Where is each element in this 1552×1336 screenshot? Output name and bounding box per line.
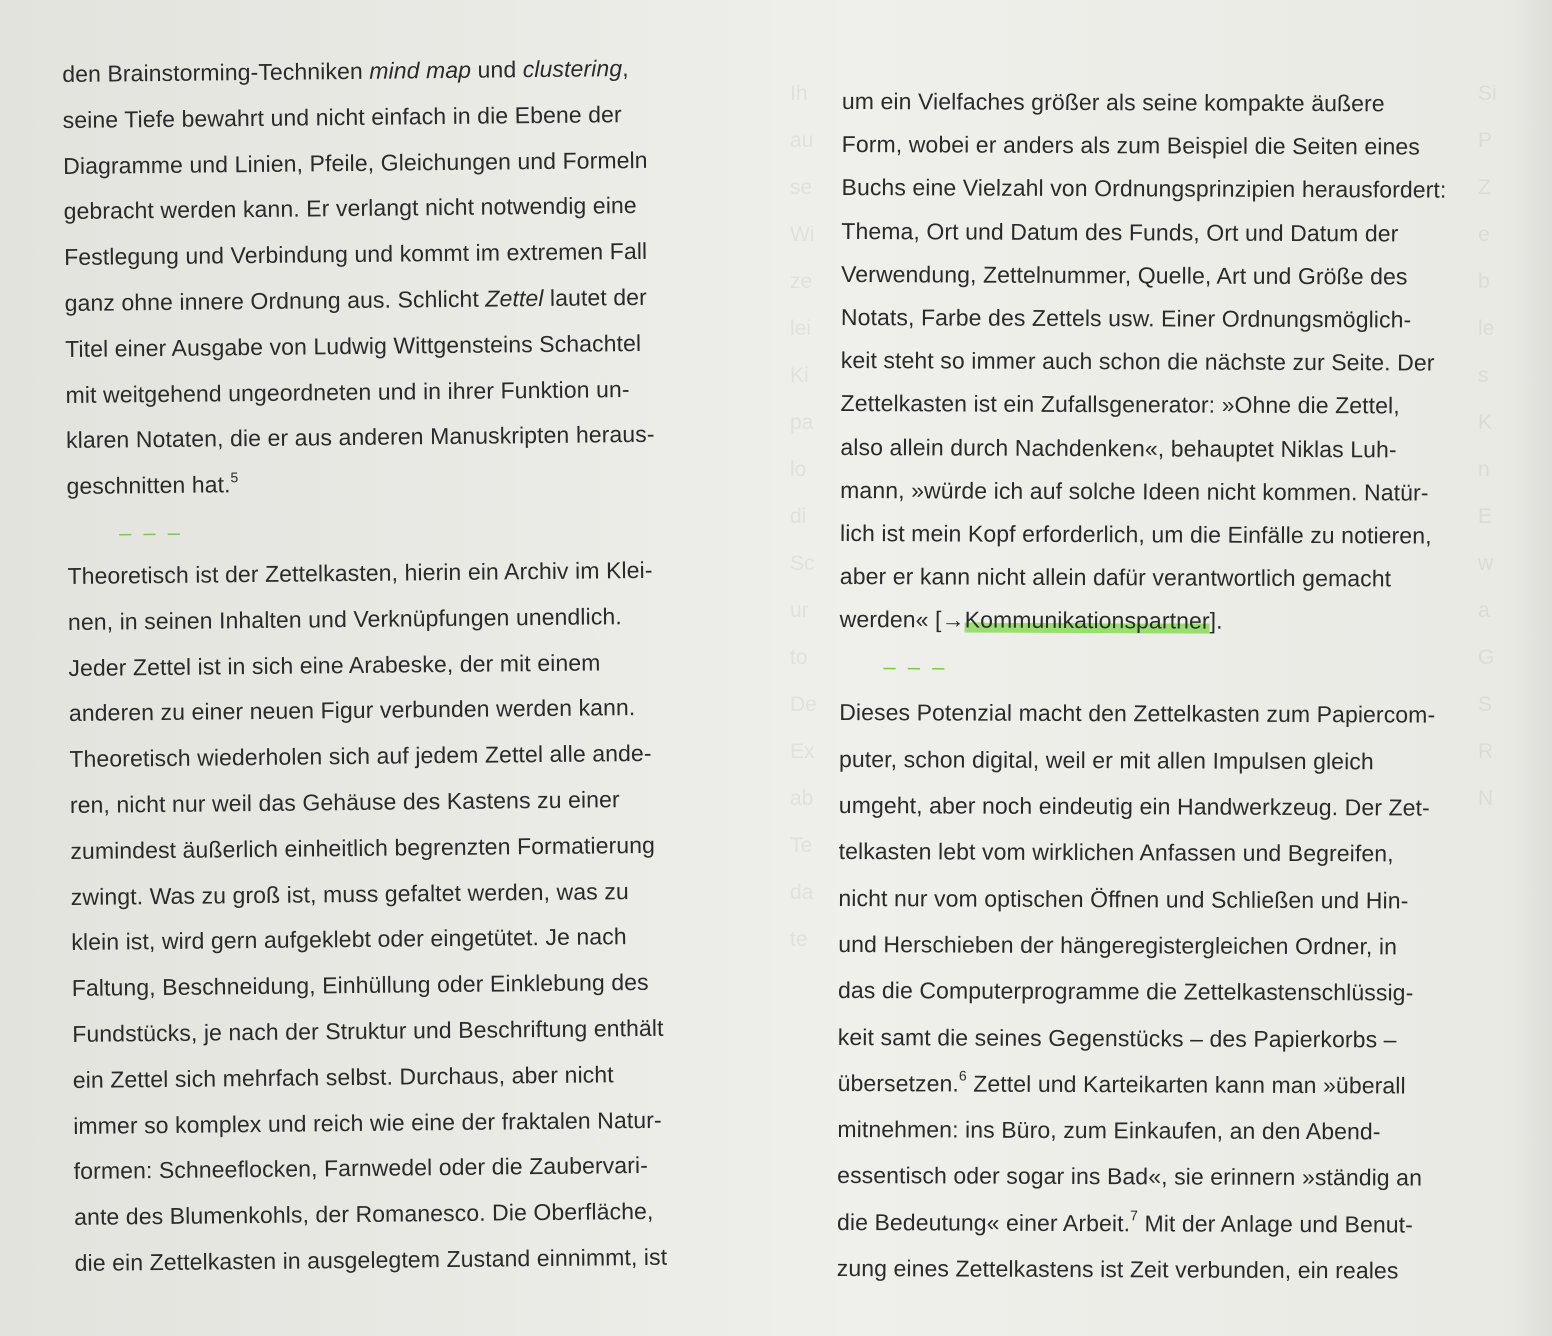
right-text-column	[837, 80, 1532, 1294]
text-run: um ein Vielfaches größer als seine kompakte äußere	[841, 87, 1385, 117]
text-run: klaren Notaten, die er aus anderen Manuskripten heraus-	[65, 421, 655, 454]
text-line	[62, 44, 782, 97]
text-line	[64, 228, 784, 281]
text-run: keit steht so immer auch schon die nächste zur Seite. Der	[840, 347, 1435, 376]
text-line	[64, 273, 784, 326]
text-line	[62, 90, 782, 143]
text-line	[839, 736, 1529, 785]
text-line	[73, 1142, 793, 1195]
text-line	[841, 166, 1531, 212]
text-run: Verwendung, Zettelnummer, Quelle, Art und Größe des	[841, 260, 1408, 290]
text-run: zumindest äußerlich einheitlich begrenzten Formatierung	[70, 831, 656, 864]
italic-text: mind map	[369, 56, 472, 84]
footnote-marker: 5	[230, 468, 239, 485]
text-run: immer so komplex und reich wie eine der fraktalen Natur-	[73, 1106, 662, 1139]
text-line	[837, 1245, 1527, 1294]
left-paragraph-1	[62, 44, 787, 509]
text-run: Mit der Anlage und Benut-	[1137, 1210, 1413, 1238]
text-run: lautet der	[543, 283, 647, 311]
text-run: übersetzen.	[837, 1069, 959, 1097]
text-run: also allein durch Nachdenken«, behauptet Niklas Luh-	[840, 433, 1397, 462]
text-run: werden« [→	[839, 606, 965, 633]
text-run: anderen zu einer neuen Figur verbunden werden kann.	[68, 694, 636, 727]
text-run: Zettelkasten ist ein Zufallsgenerator: »Ohne die Zettel,	[840, 390, 1400, 419]
text-run: Titel einer Ausgabe von Ludwig Wittgensteins Schachtel	[64, 329, 642, 362]
text-run: gebracht werden kann. Er verlangt nicht notwendig eine	[63, 192, 637, 225]
text-line	[71, 913, 791, 966]
text-run: umgeht, aber noch eindeutig ein Handwerkzeug. Der Zet-	[838, 792, 1430, 821]
text-run: zung eines Zettelkastens ist Zeit verbunden, ein reales	[836, 1254, 1399, 1284]
text-run: mit weitgehend ungeordneten und in ihrer Funktion un-	[65, 375, 630, 408]
right-paragraph-2	[837, 689, 1530, 1294]
right-section-break	[839, 641, 1529, 692]
text-line	[66, 457, 786, 510]
text-line	[838, 921, 1528, 970]
section-divider-left: – – –	[118, 519, 184, 546]
text-run: Faltung, Beschneidung, Einhüllung oder Einklebung des	[71, 969, 649, 1002]
text-run: nen, in seinen Inhalten und Verknüpfungen unendlich.	[67, 602, 622, 635]
text-line	[837, 1152, 1527, 1201]
text-run: klein ist, wird gern aufgeklebt oder eingetütet. Je nach	[71, 923, 627, 956]
text-run: puter, schon digital, weil er mit allen Impulsen gleich	[838, 745, 1374, 775]
text-line	[839, 782, 1529, 831]
text-line	[839, 828, 1529, 877]
text-run: Dieses Potenzial macht den Zettelkasten zum Papiercom-	[839, 699, 1436, 729]
text-run: ante des Blumenkohls, der Romanesco. Die Oberfläche,	[74, 1197, 654, 1231]
text-run: den Brainstorming-Techniken	[62, 57, 370, 87]
text-line	[838, 1014, 1528, 1063]
footnote-marker: 7	[1130, 1207, 1139, 1224]
text-line	[837, 1199, 1527, 1248]
text-run: Theoretisch wiederholen sich auf jedem Zettel alle ande-	[69, 740, 652, 773]
text-run: formen: Schneeflocken, Farnwedel oder die Zaubervari-	[73, 1152, 649, 1185]
text-line	[841, 339, 1531, 385]
text-line	[842, 123, 1532, 169]
text-run: ,	[622, 55, 629, 82]
text-run: Thema, Ort und Datum des Funds, Ort und Datum der	[841, 217, 1399, 246]
text-run: geschnitten hat.	[66, 471, 231, 500]
text-line	[65, 365, 785, 418]
text-run: und	[470, 56, 523, 83]
text-run: Form, wobei er anders als zum Beispiel die Seiten eines	[841, 131, 1421, 160]
text-run: essentisch oder sogar ins Bad«, sie erinnern »ständig an	[837, 1162, 1423, 1191]
text-line	[73, 1096, 793, 1149]
text-line	[838, 1060, 1528, 1109]
text-run: Jeder Zettel ist in sich eine Arabeske, der mit einem	[68, 648, 601, 681]
text-run: zwingt. Was zu groß ist, muss gefaltet werden, was zu	[70, 877, 629, 910]
text-run: lich ist mein Kopf erforderlich, um die Einfälle zu notieren,	[839, 519, 1432, 549]
text-line	[842, 80, 1532, 126]
page-edge-shadow	[1512, 0, 1552, 1336]
text-line	[69, 684, 789, 737]
text-line	[74, 1233, 794, 1286]
text-line	[68, 638, 788, 691]
left-text-column	[62, 44, 795, 1286]
left-paragraph-2	[67, 546, 795, 1286]
text-line	[70, 821, 790, 874]
left-section-break	[67, 502, 787, 554]
text-run: Notats, Farbe des Zettels usw. Einer Ordnungsmöglich-	[840, 303, 1412, 333]
text-line	[841, 210, 1531, 256]
cross-reference-link[interactable]: Kommunikationspartner	[964, 606, 1210, 634]
text-line	[840, 555, 1530, 601]
text-run: Zettel und Karteikarten kann man »überall	[966, 1070, 1406, 1099]
text-run: die ein Zettelkasten in ausgelegtem Zustand einnimmt, ist	[74, 1243, 668, 1276]
text-run: die Bedeutung« einer Arbeit.	[836, 1208, 1131, 1236]
text-line	[838, 967, 1528, 1016]
text-run: seine Tiefe bewahrt und nicht einfach in die Ebene der	[62, 100, 622, 133]
text-line	[840, 598, 1530, 644]
text-line	[67, 546, 787, 599]
text-line	[74, 1188, 794, 1241]
text-line	[65, 319, 785, 372]
text-line	[72, 1004, 792, 1057]
text-run: Fundstücks, je nach der Struktur und Beschriftung enthält	[72, 1014, 664, 1047]
text-line	[840, 425, 1530, 471]
text-run: keit samt die seines Gegenstücks – des Papierkorbs –	[837, 1023, 1397, 1052]
text-run: ein Zettel sich mehrfach selbst. Durchaus, aber nicht	[72, 1061, 614, 1093]
text-line	[63, 136, 783, 189]
text-run: Festlegung und Verbindung und kommt im extremen Fall	[64, 238, 648, 271]
text-run: ganz ohne innere Ordnung aus. Schlicht	[64, 285, 486, 316]
text-run: aber er kann nicht allein dafür verantwortlich gemacht	[839, 563, 1392, 592]
text-line	[73, 1050, 793, 1103]
section-divider-right: – – –	[883, 654, 948, 680]
show-through-text-right: Si P Z e b le s K n E w a G S R N	[1478, 82, 1497, 810]
text-run: telkasten lebt vom wirklichen Anfassen und Begreifen,	[838, 838, 1394, 867]
text-run: mitnehmen: ins Büro, zum Einkaufen, an den Abend-	[837, 1116, 1381, 1145]
text-line	[838, 875, 1528, 924]
text-line	[63, 182, 783, 235]
text-run: Buchs eine Vielzahl von Ordnungsprinzipien herausfordert:	[841, 174, 1447, 204]
show-through-text-left: Ih au se Wi ze lei Ki pa lo di Sc ur to De Ex ab Te da te	[790, 82, 817, 951]
text-line	[70, 775, 790, 828]
text-line	[839, 689, 1529, 738]
text-line	[72, 959, 792, 1012]
text-run: Diagramme und Linien, Pfeile, Gleichungen und Formeln	[63, 146, 648, 179]
text-line	[840, 382, 1530, 428]
text-run: mann, »würde ich auf solche Ideen nicht kommen. Natür-	[840, 476, 1429, 506]
text-run: Theoretisch ist der Zettelkasten, hierin ein Archiv im Klei-	[67, 556, 653, 589]
text-line	[840, 512, 1530, 558]
text-line	[837, 1106, 1527, 1155]
text-run: ].	[1209, 607, 1223, 634]
text-line	[69, 730, 789, 783]
text-line	[71, 867, 791, 920]
footnote-marker: 6	[958, 1067, 967, 1084]
text-line	[841, 296, 1531, 342]
text-line	[66, 411, 786, 464]
text-run: und Herschieben der hängeregistergleichen Ordner, in	[838, 930, 1398, 960]
text-line	[840, 469, 1530, 515]
right-paragraph-1	[840, 80, 1532, 644]
text-run: ren, nicht nur weil das Gehäuse des Kastens zu einer	[69, 786, 620, 818]
text-run: das die Computerprogramme die Zettelkastenschlüssig-	[837, 977, 1414, 1006]
text-line	[841, 253, 1531, 299]
text-line	[68, 592, 788, 645]
italic-text: Zettel	[485, 284, 544, 312]
italic-text: clustering	[522, 55, 623, 83]
text-run: nicht nur vom optischen Öffnen und Schließen und Hin-	[838, 884, 1409, 914]
